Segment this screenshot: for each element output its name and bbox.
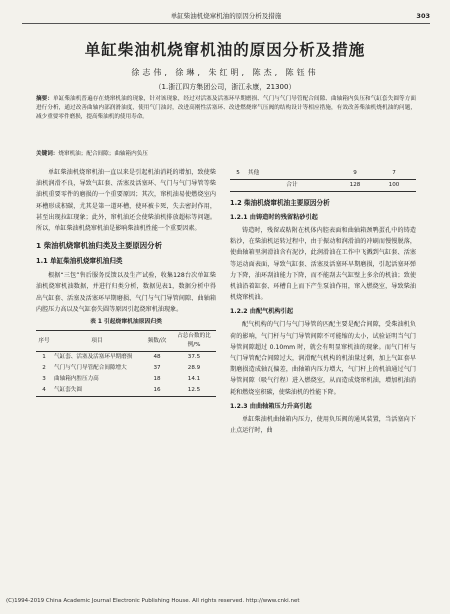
- table-1: [36, 330, 216, 397]
- table-cell: [230, 180, 246, 192]
- table-cell: 2: [42, 365, 46, 372]
- section-1-2-2-heading: 1.2.2 由配气机构引起: [230, 308, 294, 316]
- table-row: [36, 352, 216, 364]
- section-1-2-2-paragraph: 配气机构的气门与气门导管的匹配主要是配合间隙，受柴油机负荷的影响，气门杆与气门导管间隙不可能缩的太小，试验证明当气门导管间隙超过 0.10mm 时，就会有明显窜机油的现象。而气门杆与气门导管配合间隙过大，润滑配气机构的机油量过剩，加上气缸套早期磨损造成轴瓦偏差，曲轴箱内压力增大，气门杆上的机油通过气门导管间隙（吸气行程）进入燃烧室，从而造成烧窜机油，增加机油消耗和燃烧室积碳，使柴油机的性能下降。: [230, 321, 416, 396]
- table-cell: 28.9: [187, 365, 201, 372]
- section-1-2-3-heading: 1.2.3 由曲轴箱压力升高引起: [230, 402, 312, 410]
- table-cell: 37.5: [187, 354, 201, 361]
- table-cell: 7: [392, 170, 396, 176]
- table-cell: 14.1: [187, 376, 201, 383]
- affiliation: （1.浙江四方集团公司，浙江永康，21300）: [154, 83, 296, 91]
- table-header-cell: 项目: [91, 337, 103, 344]
- section-1-2-1-paragraph: 铸造时，残留或粘附在机体内腔表面和曲轴箱颈鸭蛋孔中的铸造粘沙，在柴油机运转过程中，由于振动和润滑油的冲刷而慢慢脱落，使曲轴箱里润滑油含有泥沙，此润滑油在工作中飞溅到气缸套、活塞等运动面表面，导致气缸套、活塞及活塞环早期磨损，引起活塞环弹力下降，油环刮油能力下降，而不能刮去气缸壁上多余的机油；致使机油沿着缸套、环槽自上而下产生泵油作用，窜入燃烧室，导致柴油机烧窜机油。: [230, 227, 416, 302]
- page-number: 303: [416, 12, 430, 20]
- abstract-text: 单缸柴油机普遍存在烧窜机油的现象，针对该现象，经过对活塞及活塞环早期磨损、气门与气门导管配合间隙、曲轴箱内负压和气缸套失圆等方面进行分析，通过改善曲轴内部润滑油度，使用气门油封，改进高刚性活塞环、改进燃烧窜气压阀的结构设计等相应措施，有效改善柴油机烧机油的问题，减少重要零件磨损，提高柴油机的使用寿命。: [36, 96, 416, 121]
- section-1-2-3-paragraph: 单缸柴油机曲轴箱内压力，使用负压阀的通风装置，当活塞向下止点运行时，曲: [230, 415, 416, 435]
- section-1-2-1-heading: 1.2.1 由铸造时的残留粘砂引起: [230, 214, 318, 221]
- table-header-row: [36, 331, 216, 352]
- table-cell: 气缸套、活塞及活塞环早期磨损: [54, 354, 133, 361]
- intro-paragraph: 单缸柴油机烧窜机油一直以来是引起机油消耗的增加，致使柴油机润滑不良，导致气缸套、活塞及活塞环、气门与气门导管等柴油机重要零件的磨损的一个重要原因；其次，窜机油易使燃烧室内环槽形成积碳，尤其是第一道环槽，使环被卡死，失去密封作用，甚至出现拉缸现象；此外，窜机油还会使柴油机排放超标等问题。所以，单缸柴油机烧窜机油是影响柴油机性能一个重要因素。: [36, 169, 216, 233]
- table-cell: 12.5: [187, 387, 201, 394]
- right-column: [230, 168, 416, 436]
- section-1-1-paragraph: 根据“三包”售后服务反馈以及生产试验，收集128台次单缸柴油机烧窜机油数据，并进行归类分析，数据见表1，数据分析中得出气缸套、活塞及活塞环早期磨损、气门与气门导管间隙、曲轴箱内腔压力高以及气缸套失圆等原因引起烧窜机油现象。: [36, 272, 216, 313]
- table-row: [36, 374, 216, 385]
- table-cell: 3: [42, 376, 46, 383]
- copyright-footer: (C)1994-2019 China Academic Journal Electronic Publishing House. All rights reserved. http://www.cnki.net: [6, 598, 300, 604]
- keywords-text: 烧窜机油；配合间隙；曲轴箱内负压: [58, 151, 148, 157]
- table-total-row: [230, 180, 416, 192]
- table-header-cell: 频数/次: [147, 337, 167, 344]
- abstract-label: 摘要：: [36, 96, 54, 102]
- table-cell: 128: [338, 180, 372, 192]
- table-header-cell: 序号: [38, 337, 50, 344]
- table-cell: 气门与气门导管配合间隙增大: [54, 365, 127, 372]
- article-title: 单缸柴油机烧窜机油的原因分析及措施: [84, 41, 366, 59]
- table-cell: 1: [42, 354, 46, 361]
- table-cell: 合计: [246, 180, 338, 192]
- table-cell: 曲轴箱内腔压力高: [54, 376, 99, 383]
- table-row: [36, 385, 216, 397]
- authors: 徐志伟, 徐琳, 朱红明, 陈杰, 陈钰伟: [131, 68, 319, 77]
- left-column: [36, 167, 216, 397]
- table-cell: 16: [153, 387, 161, 394]
- table-cell: 5: [236, 170, 240, 176]
- abstract: [36, 95, 416, 123]
- table-cell: 9: [353, 170, 357, 176]
- table-header-cell: 占总台数的比例/%: [177, 333, 211, 349]
- table-row: [36, 363, 216, 374]
- running-head-title: 单缸柴油机烧窜机油的原因分析及措施: [170, 12, 282, 20]
- keywords: [36, 150, 416, 159]
- table-cell: 48: [153, 354, 161, 361]
- table-cell: 气缸套失圆: [54, 387, 82, 394]
- table-row: [230, 168, 416, 180]
- running-head: [22, 10, 430, 24]
- section-1-2-heading: 1.2 柴油机烧窜机油主要原因分析: [230, 199, 330, 207]
- table-cell: 其他: [248, 170, 260, 176]
- table-1-caption: 表 1 引起烧窜机油原因归类: [90, 319, 162, 326]
- table-cell: 100: [372, 180, 416, 192]
- table-cell: 4: [42, 387, 46, 394]
- section-1-heading: 1 柴油机烧窜机油归类及主要原因分析: [36, 241, 162, 251]
- table-cell: 18: [153, 376, 161, 383]
- section-1-1-heading: 1.1 单缸柴油机烧窜机油归类: [36, 257, 123, 266]
- table-1-continued: [230, 168, 416, 192]
- table-cell: 37: [153, 365, 161, 372]
- keywords-label: 关键词：: [36, 151, 59, 157]
